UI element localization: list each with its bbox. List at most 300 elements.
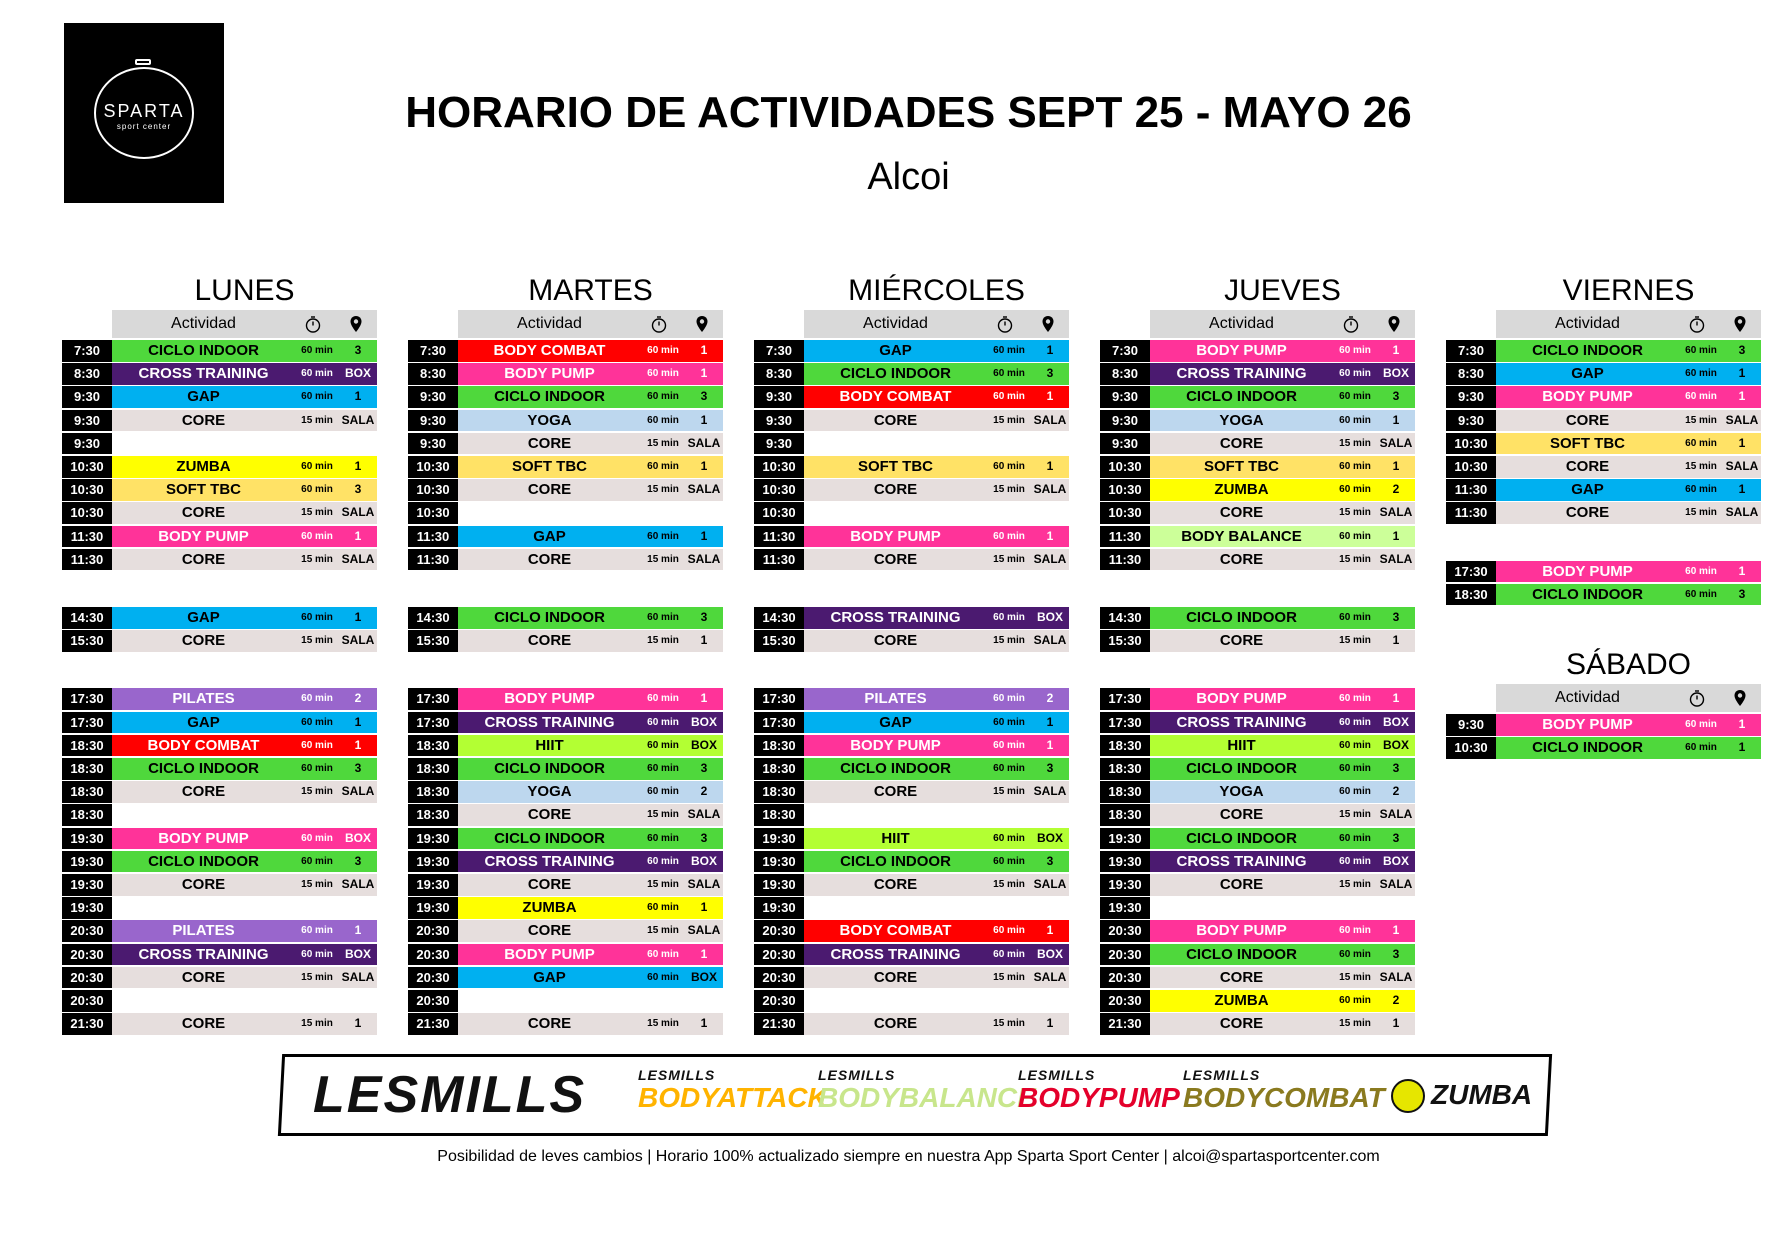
class-row	[1100, 433, 1415, 455]
class-time: 11:30	[1100, 526, 1150, 548]
class-time: 17:30	[408, 712, 458, 734]
activity-duration: 60 min	[993, 693, 1025, 705]
activity-duration: 15 min	[1339, 553, 1371, 565]
activity-room: SALA	[341, 784, 375, 799]
activity-duration: 60 min	[993, 855, 1025, 867]
activity-duration: 60 min	[1339, 612, 1371, 623]
activity-name: CORE	[1219, 550, 1264, 568]
activity-name: CORE	[527, 876, 572, 893]
class-row	[754, 607, 1069, 629]
activity-room: 1	[354, 459, 362, 473]
activity-duration: 60 min	[1685, 719, 1717, 730]
activity-room: SALA	[1379, 551, 1413, 566]
class-row	[754, 804, 1069, 826]
class-row	[754, 1013, 1069, 1035]
class-row	[754, 712, 1069, 734]
activity-cell	[1150, 967, 1415, 989]
class-row	[408, 781, 723, 803]
activity-cell	[112, 990, 377, 1012]
activity-room: 3	[1392, 389, 1400, 404]
class-time: 18:30	[1100, 735, 1150, 757]
activity-name: CORE	[1219, 1015, 1264, 1033]
program-brand: LESMILLS	[638, 1067, 716, 1083]
activity-name: CICLO INDOOR	[840, 852, 951, 870]
activity-name: HIIT	[881, 829, 910, 847]
class-time: 19:30	[754, 874, 804, 896]
activity-room: 2	[354, 691, 362, 706]
class-time: 7:30	[1100, 340, 1150, 362]
activity-cell	[1150, 781, 1415, 803]
activity-cell	[458, 607, 723, 629]
activity-name: CICLO INDOOR	[494, 388, 605, 406]
class-time: 10:30	[62, 479, 112, 501]
activity-name: CROSS TRAINING	[484, 713, 615, 731]
activity-duration: 60 min	[993, 530, 1025, 542]
class-time: 9:30	[1100, 386, 1150, 408]
class-row	[1100, 990, 1415, 1012]
activity-duration: 60 min	[647, 612, 679, 623]
activity-room: BOX	[690, 737, 717, 752]
activity-cell	[804, 526, 1069, 548]
activity-cell	[1496, 479, 1761, 501]
stopwatch-icon	[135, 59, 151, 65]
activity-cell	[112, 340, 377, 362]
class-time: 8:30	[62, 363, 112, 385]
class-time: 19:30	[62, 828, 112, 850]
activity-name: CORE	[1219, 434, 1264, 452]
class-row	[754, 549, 1069, 571]
activity-duration: 60 min	[1339, 345, 1371, 356]
activity-cell	[458, 874, 723, 896]
activity-name: CORE	[527, 922, 572, 940]
activity-duration: 60 min	[1339, 763, 1371, 774]
activity-cell	[458, 758, 723, 780]
activity-room: BOX	[1036, 610, 1063, 624]
class-row	[1100, 712, 1415, 734]
program-brand: LESMILLS	[1183, 1067, 1261, 1083]
class-row	[62, 967, 377, 989]
table-header	[804, 310, 1069, 338]
class-row	[408, 688, 723, 710]
class-time: 20:30	[1100, 944, 1150, 966]
activity-cell	[458, 920, 723, 942]
activity-duration: 15 min	[1685, 414, 1717, 426]
activity-name: CICLO INDOOR	[148, 342, 259, 359]
activity-duration: 60 min	[647, 902, 679, 914]
activity-name: BODY PUMP	[1196, 922, 1287, 940]
stopwatch-icon	[1688, 315, 1706, 333]
activity-duration: 60 min	[301, 612, 333, 623]
activity-room: 2	[1392, 784, 1400, 799]
day-name: VIERNES	[1562, 274, 1695, 307]
activity-name: BODY PUMP	[158, 829, 249, 847]
class-row	[1446, 584, 1761, 606]
activity-room: BOX	[690, 853, 717, 868]
stopwatch-icon	[1688, 689, 1706, 707]
activity-cell	[458, 828, 723, 850]
class-time: 20:30	[408, 990, 458, 1012]
class-time: 10:30	[1100, 479, 1150, 501]
class-row	[62, 630, 377, 652]
activity-cell	[804, 804, 1069, 826]
column-header-activity: Actividad	[171, 315, 236, 332]
activity-duration: 60 min	[301, 716, 333, 728]
class-time: 9:30	[754, 386, 804, 408]
class-row	[1446, 363, 1761, 385]
activity-cell	[1150, 607, 1415, 629]
activity-duration: 15 min	[1339, 437, 1371, 449]
class-time: 18:30	[754, 758, 804, 780]
activity-room: 1	[1046, 714, 1054, 729]
activity-name: CORE	[1565, 458, 1610, 475]
activity-duration: 60 min	[993, 763, 1025, 774]
activity-name: CORE	[1219, 504, 1264, 522]
activity-room: 3	[1046, 853, 1054, 868]
footer-note: Posibilidad de leves cambios | Horario 100% actualizado siempre en nuestra App Sparta Sport Center | alcoi@spartasportcenter.com	[437, 1148, 1380, 1165]
class-time: 11:30	[754, 549, 804, 571]
activity-cell	[458, 630, 723, 652]
activity-cell	[1150, 502, 1415, 524]
class-row	[754, 456, 1069, 478]
lesmills-logo: LESMILLS	[313, 1066, 587, 1124]
activity-room: 2	[700, 784, 708, 799]
activity-cell	[804, 944, 1069, 966]
class-row	[1100, 549, 1415, 571]
bodybalance-logo	[818, 1067, 1036, 1113]
activity-room: SALA	[1379, 807, 1413, 822]
program-name: BODYCOMBAT	[1183, 1082, 1385, 1113]
class-time: 18:30	[408, 781, 458, 803]
activity-room: BOX	[1036, 830, 1063, 845]
activity-duration: 60 min	[301, 763, 333, 774]
activity-name: CICLO INDOOR	[1532, 739, 1643, 757]
class-row	[1100, 920, 1415, 942]
class-time: 9:30	[754, 410, 804, 432]
program-name: BODYATTACK	[638, 1082, 828, 1113]
activity-room: SALA	[341, 969, 375, 984]
class-row	[62, 874, 377, 896]
table-header	[1496, 684, 1761, 712]
activity-name: CROSS TRAINING	[138, 945, 269, 963]
class-time: 18:30	[754, 804, 804, 826]
activity-cell	[1150, 340, 1415, 362]
class-row	[62, 990, 377, 1012]
location-pin-icon	[1731, 689, 1749, 707]
activity-duration: 15 min	[993, 1018, 1025, 1030]
activity-room: 3	[1046, 761, 1054, 775]
activity-duration: 60 min	[1339, 484, 1371, 496]
activity-duration: 60 min	[993, 925, 1025, 937]
class-time: 17:30	[62, 712, 112, 734]
activity-name: GAP	[533, 527, 566, 545]
class-time: 10:30	[408, 502, 458, 524]
class-time: 10:30	[408, 456, 458, 478]
activity-cell	[112, 386, 377, 408]
activity-cell	[458, 433, 723, 455]
activity-cell	[804, 712, 1069, 734]
activity-room: SALA	[1033, 877, 1067, 891]
activity-name: CORE	[181, 968, 226, 986]
class-time: 10:30	[1446, 456, 1496, 478]
activity-cell	[1150, 804, 1415, 826]
activity-cell	[112, 828, 377, 850]
activity-duration: 60 min	[1339, 530, 1371, 542]
class-time: 11:30	[1446, 502, 1496, 524]
activity-room: 1	[700, 343, 708, 357]
class-time: 9:30	[1100, 433, 1150, 455]
class-time: 21:30	[408, 1013, 458, 1035]
activity-name: YOGA	[527, 783, 572, 801]
activity-room: SALA	[687, 551, 721, 566]
activity-duration: 15 min	[1339, 971, 1371, 983]
class-time: 21:30	[62, 1013, 112, 1035]
class-time: 20:30	[408, 920, 458, 942]
activity-room: 3	[700, 761, 708, 775]
activity-cell	[112, 851, 377, 873]
activity-name: GAP	[187, 713, 220, 731]
class-time: 11:30	[62, 526, 112, 548]
class-row	[408, 386, 723, 408]
activity-room: 1	[1738, 482, 1746, 497]
class-row	[1100, 1013, 1415, 1035]
activity-cell	[112, 804, 377, 826]
class-row	[408, 735, 723, 757]
activity-name: CORE	[527, 481, 572, 499]
class-time: 17:30	[754, 712, 804, 734]
activity-cell	[1150, 630, 1415, 652]
activity-room: 3	[1738, 586, 1746, 601]
activity-cell	[1496, 584, 1761, 606]
activity-name: CORE	[181, 632, 226, 650]
activity-name: BODY COMBAT	[493, 342, 606, 359]
activity-room: 1	[1046, 1016, 1054, 1031]
activity-name: HIIT	[1227, 736, 1256, 754]
class-time: 20:30	[754, 990, 804, 1012]
activity-duration: 60 min	[1685, 437, 1717, 449]
activity-room: SALA	[1379, 877, 1413, 891]
activity-name: HIIT	[535, 736, 564, 754]
class-time: 10:30	[754, 456, 804, 478]
activity-duration: 60 min	[993, 948, 1025, 960]
class-row	[62, 804, 377, 826]
location-pin-icon	[693, 315, 711, 333]
class-row	[754, 781, 1069, 803]
class-row	[408, 630, 723, 652]
column-header-activity: Actividad	[517, 315, 582, 332]
class-time: 8:30	[754, 363, 804, 385]
class-time: 20:30	[62, 920, 112, 942]
class-row	[754, 758, 1069, 780]
activity-room: 1	[1392, 633, 1400, 648]
class-time: 20:30	[1100, 990, 1150, 1012]
activity-duration: 15 min	[993, 414, 1025, 426]
class-time: 20:30	[754, 920, 804, 942]
activity-name: CORE	[1565, 504, 1610, 522]
class-time: 11:30	[408, 526, 458, 548]
class-row	[1100, 758, 1415, 780]
activity-name: CORE	[181, 876, 226, 893]
activity-room: SALA	[1379, 969, 1413, 984]
class-time: 9:30	[754, 433, 804, 455]
activity-cell	[804, 990, 1069, 1012]
class-time: 7:30	[408, 340, 458, 362]
activity-duration: 60 min	[647, 855, 679, 867]
activity-duration: 60 min	[647, 763, 679, 774]
class-row	[408, 456, 723, 478]
activity-room: 1	[1392, 691, 1400, 706]
activity-duration: 60 min	[301, 368, 333, 380]
class-row	[1446, 479, 1761, 501]
class-row	[1446, 737, 1761, 759]
class-row	[408, 712, 723, 734]
class-time: 20:30	[1100, 967, 1150, 989]
activity-room: 2	[1046, 691, 1054, 706]
class-row	[1446, 433, 1761, 455]
activity-cell	[458, 735, 723, 757]
activity-room: 1	[1392, 343, 1400, 357]
activity-cell	[458, 363, 723, 385]
activity-cell	[1496, 386, 1761, 408]
activity-cell	[458, 1013, 723, 1035]
activity-duration: 15 min	[301, 879, 333, 890]
activity-duration: 15 min	[301, 414, 333, 426]
activity-room: BOX	[1382, 714, 1409, 729]
class-time: 19:30	[408, 874, 458, 896]
class-row	[1100, 804, 1415, 826]
class-time: 7:30	[62, 340, 112, 362]
activity-cell	[112, 735, 377, 757]
activity-name: YOGA	[1219, 411, 1264, 429]
column-header-activity: Actividad	[1555, 315, 1620, 332]
class-time: 21:30	[1100, 1013, 1150, 1035]
activity-room: 3	[700, 389, 708, 404]
class-time: 21:30	[754, 1013, 804, 1035]
activity-room: BOX	[344, 946, 371, 961]
activity-name: GAP	[879, 342, 912, 359]
activity-room: 3	[1392, 830, 1400, 845]
activity-name: CORE	[873, 550, 918, 568]
activity-name: CORE	[181, 411, 226, 429]
activity-room: BOX	[690, 714, 717, 729]
class-time: 7:30	[754, 340, 804, 362]
activity-cell	[458, 781, 723, 803]
day-name: SÁBADO	[1565, 648, 1692, 681]
day-name: MARTES	[528, 274, 653, 307]
class-time: 18:30	[754, 781, 804, 803]
class-row	[754, 990, 1069, 1012]
activity-name: CORE	[1219, 968, 1264, 986]
activity-room: SALA	[1033, 482, 1067, 497]
activity-room: 1	[354, 389, 362, 404]
activity-room: BOX	[1382, 366, 1409, 381]
activity-name: BODY PUMP	[158, 527, 249, 545]
activity-duration: 60 min	[993, 345, 1025, 356]
class-row	[1100, 874, 1415, 896]
activity-name: CORE	[1219, 876, 1264, 893]
activity-room: 1	[700, 900, 708, 915]
class-time: 19:30	[408, 828, 458, 850]
class-row	[1100, 363, 1415, 385]
class-row	[754, 944, 1069, 966]
class-row	[1446, 456, 1761, 478]
class-row	[408, 804, 723, 826]
class-time: 15:30	[62, 630, 112, 652]
activity-cell	[458, 712, 723, 734]
activity-name: BODY PUMP	[850, 736, 941, 754]
activity-cell	[1150, 758, 1415, 780]
class-row	[62, 920, 377, 942]
class-time: 17:30	[62, 688, 112, 710]
activity-cell	[1150, 874, 1415, 896]
class-time: 20:30	[62, 967, 112, 989]
activity-name: CORE	[1219, 632, 1264, 650]
activity-cell	[1496, 363, 1761, 385]
activity-room: SALA	[341, 633, 375, 648]
location-pin-icon	[1385, 315, 1403, 333]
class-row	[1100, 456, 1415, 478]
class-time: 20:30	[1100, 920, 1150, 942]
class-row	[1100, 630, 1415, 652]
class-time: 19:30	[1100, 897, 1150, 919]
class-row	[1446, 410, 1761, 432]
activity-duration: 60 min	[1339, 368, 1371, 380]
activity-cell	[458, 456, 723, 478]
activity-name: YOGA	[527, 411, 572, 429]
logo-name: SPARTA	[103, 101, 185, 121]
activity-room: 1	[1738, 366, 1746, 381]
class-time: 11:30	[62, 549, 112, 571]
activity-room: SALA	[687, 435, 721, 450]
activity-cell	[458, 479, 723, 501]
activity-duration: 15 min	[993, 635, 1025, 647]
activity-duration: 60 min	[1685, 368, 1717, 380]
activity-cell	[804, 456, 1069, 478]
activity-duration: 60 min	[647, 345, 679, 356]
class-time: 9:30	[1446, 714, 1496, 736]
location-pin-icon	[347, 315, 365, 333]
activity-cell	[804, 874, 1069, 896]
activity-room: 3	[1392, 946, 1400, 961]
activity-cell	[1150, 688, 1415, 710]
class-time: 11:30	[1446, 479, 1496, 501]
activity-cell	[112, 433, 377, 455]
activity-cell	[458, 990, 723, 1012]
day-name: JUEVES	[1224, 274, 1341, 307]
activity-room: 3	[700, 830, 708, 845]
class-time: 18:30	[754, 735, 804, 757]
class-row	[1100, 607, 1415, 629]
class-row	[62, 828, 377, 850]
page-title: HORARIO DE ACTIVIDADES SEPT 25 - MAYO 26	[405, 88, 1412, 137]
class-row	[62, 712, 377, 734]
activity-room: 1	[354, 610, 362, 624]
activity-duration: 60 min	[1685, 484, 1717, 496]
class-row	[408, 433, 723, 455]
activity-room: 1	[1392, 923, 1400, 938]
bodycombat-logo	[1183, 1067, 1385, 1113]
class-time: 8:30	[1446, 363, 1496, 385]
activity-name: YOGA	[1219, 783, 1264, 801]
activity-room: 1	[700, 366, 708, 381]
class-row	[62, 758, 377, 780]
activity-room: 3	[700, 610, 708, 624]
class-time: 11:30	[1100, 549, 1150, 571]
zumba-wordmark: ZUMBA	[1431, 1079, 1533, 1110]
class-row	[1100, 967, 1415, 989]
activity-duration: 60 min	[1685, 742, 1717, 754]
activity-name: BODY PUMP	[504, 365, 595, 383]
stopwatch-icon	[1342, 315, 1360, 333]
